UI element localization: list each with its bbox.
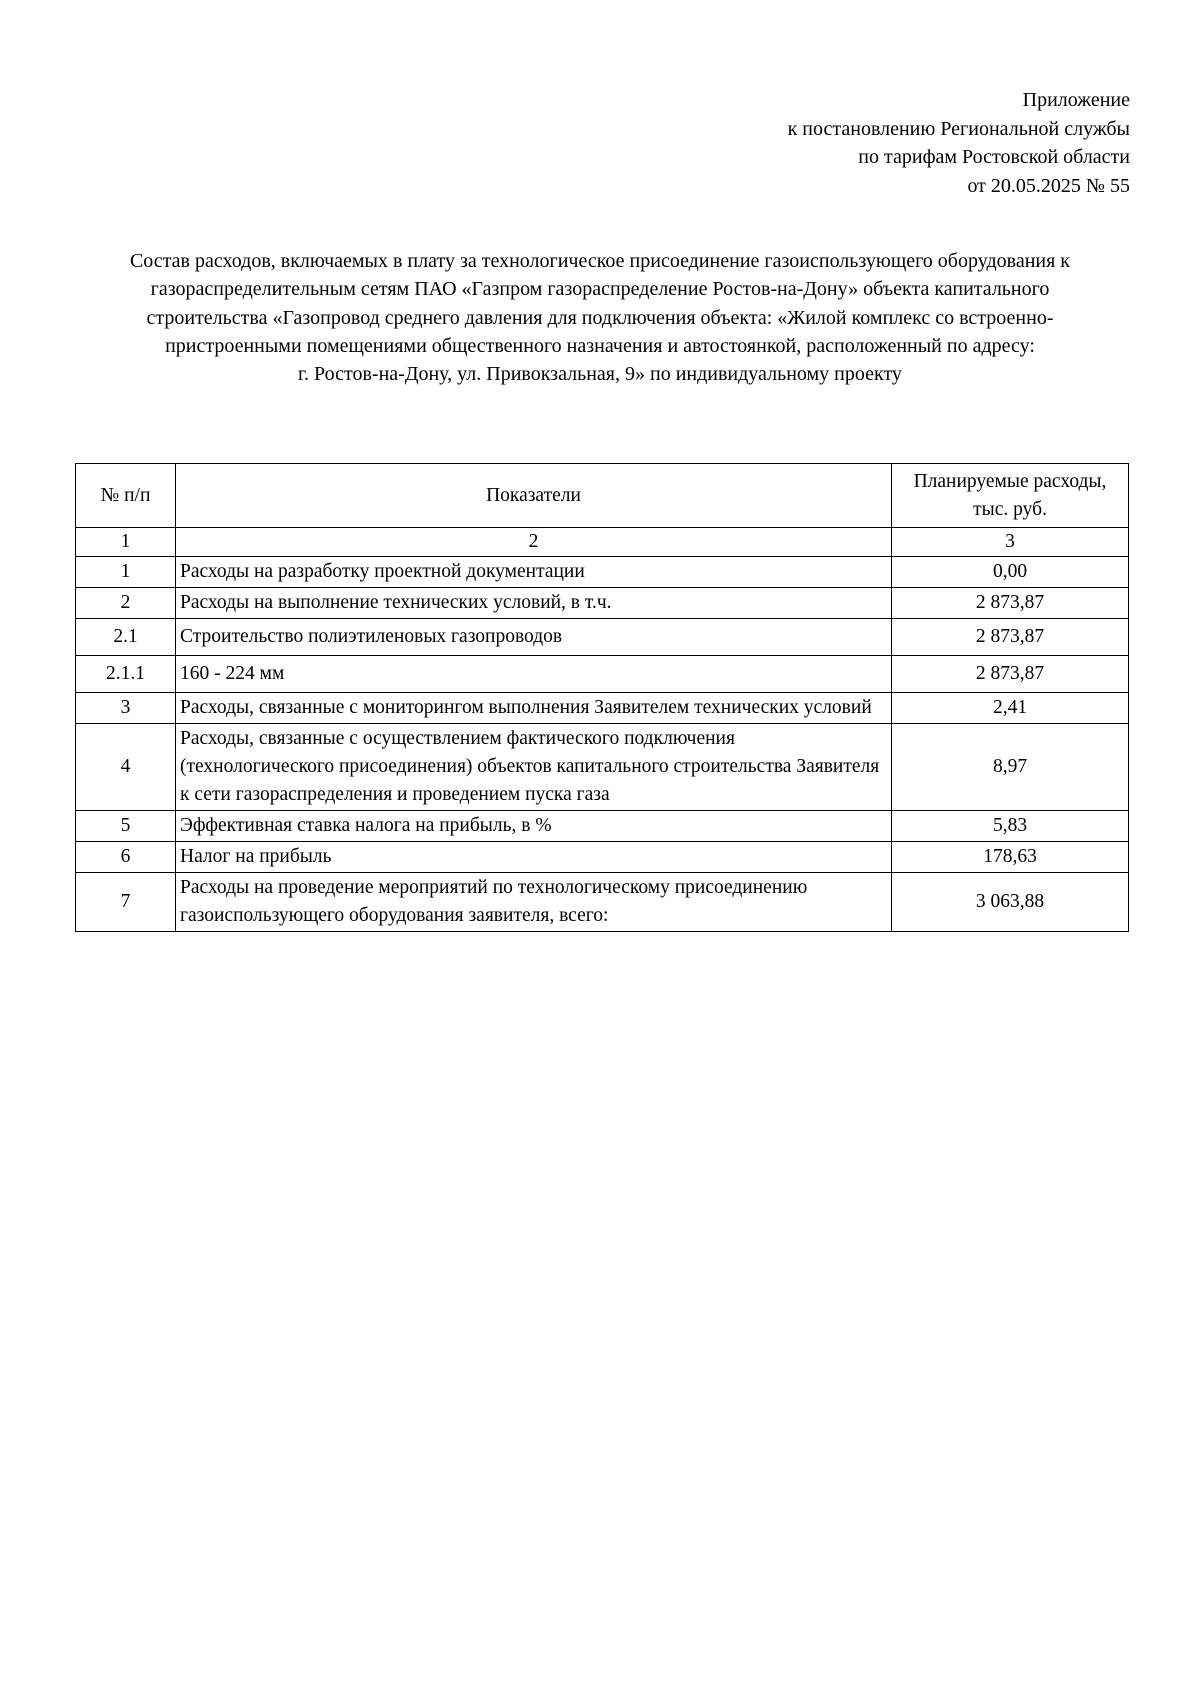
title-line: газораспределительным сетям ПАО «Газпром газораспределение Ростов-на-Дону» объекта капитального: [150, 278, 1050, 301]
table-header-row: [76, 464, 1129, 528]
column-index: 1: [76, 528, 176, 557]
row-indicator: Строительство полиэтиленовых газопроводов: [176, 619, 892, 656]
row-num: 1: [76, 557, 176, 588]
row-value: 8,97: [892, 724, 1129, 811]
table-row: [76, 619, 1129, 656]
row-value: 5,83: [892, 811, 1129, 842]
row-indicator: 160 - 224 мм: [176, 656, 892, 693]
header-planned-costs-line1: Планируемые расходы,: [913, 470, 1107, 492]
appendix-line: к постановлению Региональной службы: [787, 117, 1130, 140]
row-value: 0,00: [892, 557, 1129, 588]
title-line: г. Ростов-на-Дону, ул. Привокзальная, 9» по индивидуальному проекту: [298, 363, 902, 386]
row-value: 2 873,87: [892, 588, 1129, 619]
row-indicator: Расходы на разработку проектной документации: [176, 557, 892, 588]
appendix-line: Приложение: [1022, 89, 1130, 111]
row-num: 4: [76, 724, 176, 811]
row-value: 3 063,88: [892, 873, 1129, 932]
document-title: [60, 247, 1140, 388]
table-row: [76, 811, 1129, 842]
title-line: Состав расходов, включаемых в плату за технологическое присоединение газоиспользующего оборудования к: [129, 250, 1071, 272]
row-indicator: Налог на прибыль: [176, 842, 892, 873]
row-num: 5: [76, 811, 176, 842]
row-indicator: Расходы, связанные с осуществлением фактического подключения (технологического присоединения) объектов капитального строительства Заявителя к сети газораспределения и проведением пуска газа: [176, 724, 892, 811]
row-value: 2 873,87: [892, 656, 1129, 693]
row-num: 6: [76, 842, 176, 873]
row-value: 178,63: [892, 842, 1129, 873]
table-row: [76, 842, 1129, 873]
column-index: 3: [892, 528, 1129, 557]
row-value: 2,41: [892, 693, 1129, 724]
table-row: [76, 724, 1129, 811]
table-row: [76, 873, 1129, 932]
table-row: [76, 557, 1129, 588]
row-indicator: Расходы на проведение мероприятий по технологическому присоединению газоиспользующего оборудования заявителя, всего:: [176, 873, 892, 932]
appendix-line: по тарифам Ростовской области: [858, 146, 1130, 168]
header-planned-costs-line2: тыс. руб.: [973, 498, 1047, 520]
row-indicator: Эффективная ставка налога на прибыль, в %: [176, 811, 892, 842]
row-num: 7: [76, 873, 176, 932]
header-planned-costs: [892, 464, 1129, 528]
title-line: строительства «Газопровод среднего давления для подключения объекта: «Жилой комплекс со встроенно-: [146, 306, 1054, 329]
row-indicator: Расходы на выполнение технических условий, в т.ч.: [176, 588, 892, 619]
row-num: 2.1.1: [76, 656, 176, 693]
table-row: [76, 588, 1129, 619]
row-num: 2.1: [76, 619, 176, 656]
column-index: 2: [176, 528, 892, 557]
appendix-header: [788, 86, 1130, 200]
row-indicator: Расходы, связанные с мониторингом выполнения Заявителем технических условий: [176, 693, 892, 724]
header-num: № п/п: [76, 464, 176, 528]
appendix-line: от 20.05.2025 № 55: [967, 174, 1130, 197]
table-row: [76, 693, 1129, 724]
row-num: 3: [76, 693, 176, 724]
title-line: пристроенными помещениями общественного назначения и автостоянкой, расположенный по адресу:: [165, 334, 1035, 357]
column-index-row: [76, 528, 1129, 557]
header-indicators: Показатели: [176, 464, 892, 528]
costs-table: [75, 463, 1129, 932]
table-row: [76, 656, 1129, 693]
row-num: 2: [76, 588, 176, 619]
row-value: 2 873,87: [892, 619, 1129, 656]
